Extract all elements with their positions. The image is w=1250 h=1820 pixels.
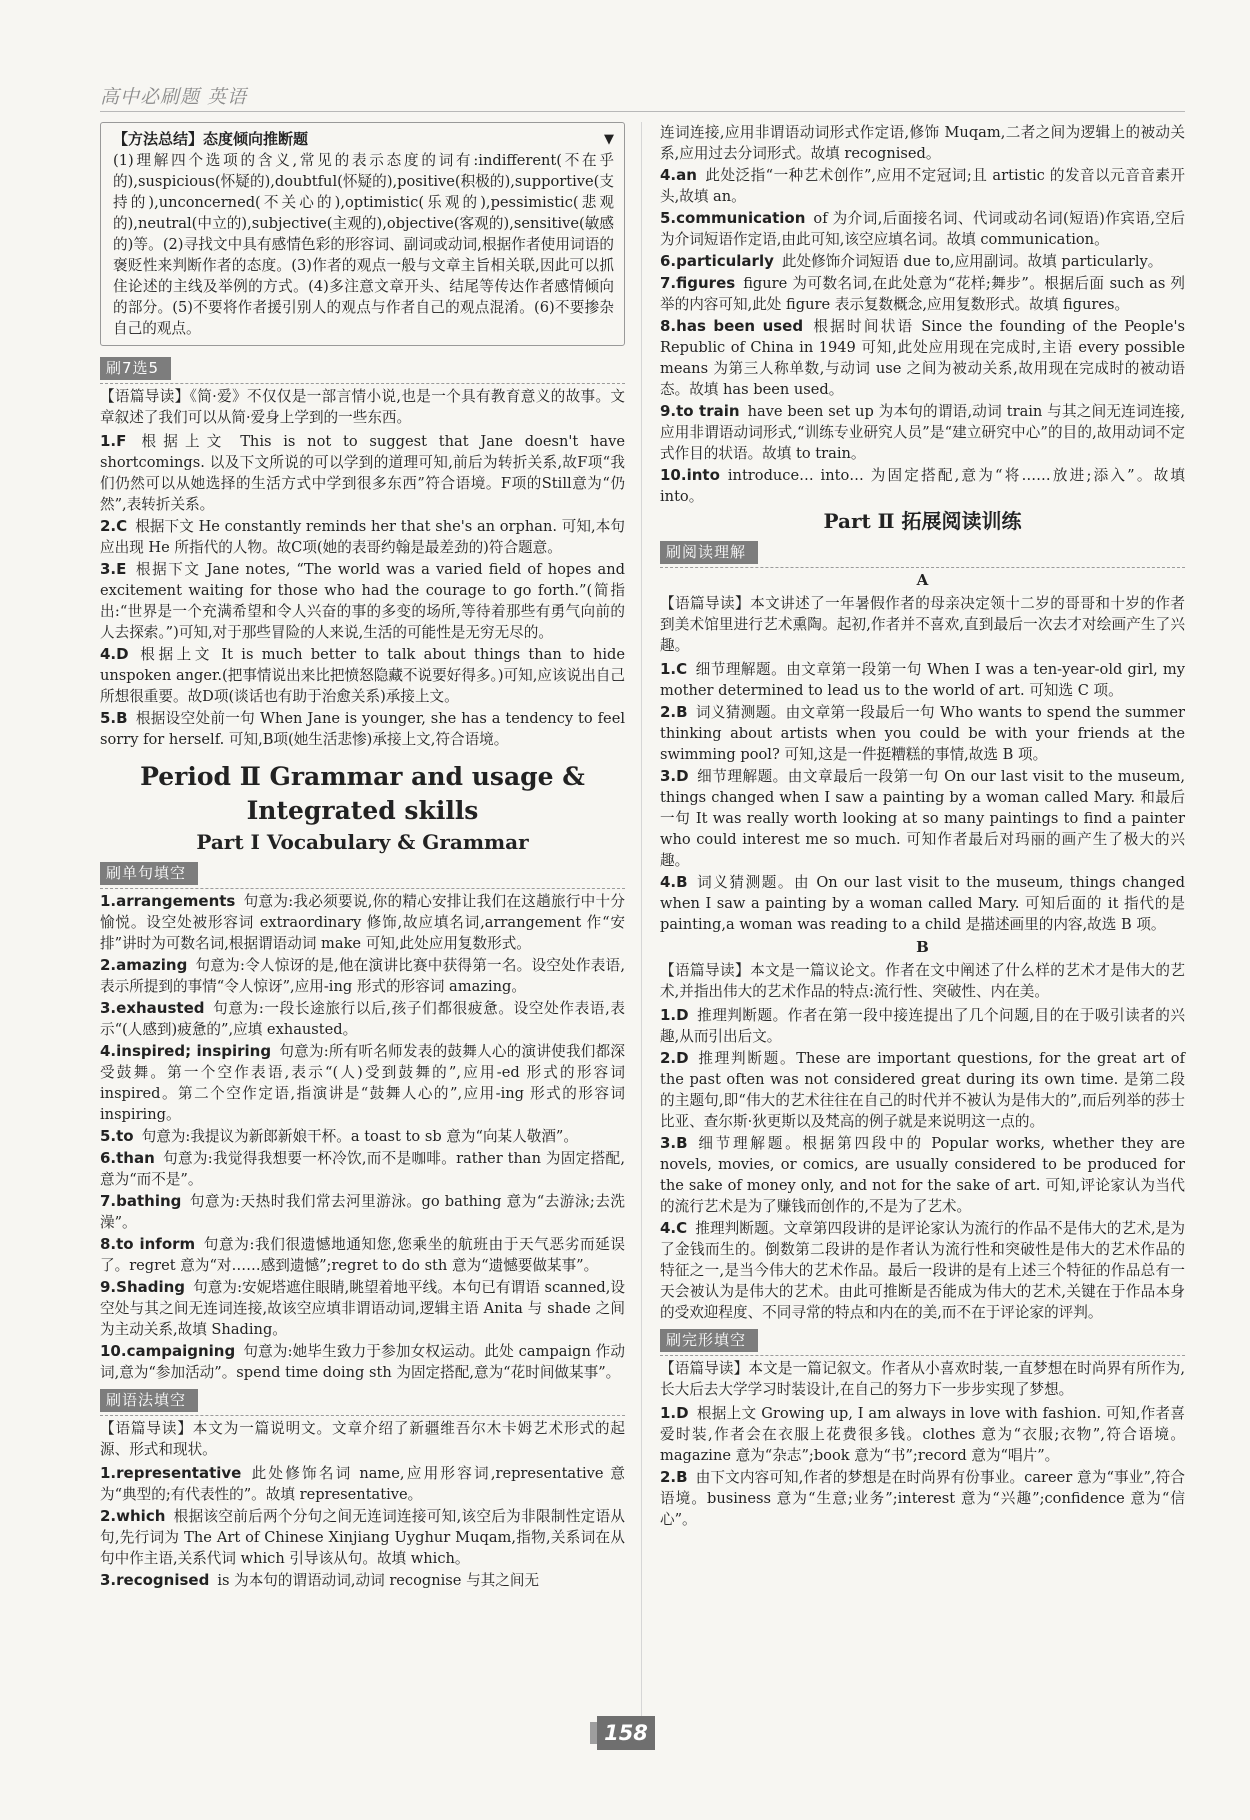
answer-item — [660, 1005, 1185, 1047]
answer-list-7-choose-5 — [100, 431, 625, 750]
page-number: 158 — [597, 1716, 655, 1750]
answer-explanation: 根据设空处前一句 When Jane is younger, she has a tendency to feel sorry for herself. 可知,B项(她生活悲惨)承接上文,符合语境。 — [100, 710, 625, 748]
answer-number: 9. — [660, 402, 677, 420]
answer-number: 3. — [100, 560, 117, 578]
answer-key: into — [686, 466, 720, 484]
passage-guide: 【语篇导读】本文为一篇说明文。文章介绍了新疆维吾尔木卡姆艺术形式的起源、形式和现状。 — [100, 1420, 625, 1458]
answer-key: F — [116, 432, 127, 450]
section-header-row — [660, 536, 1185, 568]
answer-explanation: 根据时间状语 Since the founding of the People's Republic of China in 1949 可知,此处应用现在完成时,主语 every possible means 为第三人称单数,与动词 use 之间为被动关系,故用现在完成时的被动语态。故填 has been used。 — [660, 318, 1185, 398]
answer-key: B — [676, 1134, 688, 1152]
answer-item — [100, 1341, 625, 1383]
answer-key: campaigning — [126, 1342, 236, 1360]
answer-explanation: 词义猜测题。由文章第一段最后一句 Who wants to spend the summer thinking about artists when you could be with your friends at the swimming pool? 可知,这是一件挺糟糕的事情,故选 B 项。 — [660, 704, 1185, 763]
answer-item — [660, 766, 1185, 871]
answer-number: 5. — [100, 1127, 117, 1145]
answer-number: 4. — [660, 166, 677, 184]
section-label-cloze: 刷完形填空 — [660, 1329, 758, 1352]
answer-explanation: 推理判断题。作者在第一段中接连提出了几个问题,目的在于吸引读者的兴趣,从而引出后文。 — [660, 1007, 1185, 1045]
triangle-down-icon: ▼ — [604, 132, 614, 147]
answer-item — [100, 1570, 625, 1591]
answer-item — [100, 559, 625, 643]
answer-item — [100, 708, 625, 750]
period-title-line2: Integrated skills — [246, 796, 479, 825]
answer-explanation: 细节理解题。根据第四段中的 Popular works, whether they are novels, movies, or comics, are usually considered to be produced for the sake of money only, and not for the sake of art. 可知,评论家认为当代的流行艺术是为了赚钱而创作的,不是为了艺术。 — [660, 1135, 1185, 1215]
answer-item — [100, 998, 625, 1040]
passage-guide: 【语篇导读】本文讲述了一年暑假作者的母亲决定领十二岁的哥哥和十岁的作者到美术馆里进行艺术熏陶。起初,作者并不喜欢,直到最后一次去才对绘画产生了兴趣。 — [660, 595, 1185, 654]
continued-text: 连词连接,应用非谓语动词形式作定语,修饰 Muqam,二者之间为逻辑上的被动关系,应用过去分词形式。故填 recognised。 — [660, 124, 1185, 162]
answer-list-reading-a — [660, 659, 1185, 935]
passage-guide: 【语篇导读】本文是一篇记叙文。作者从小喜欢时装,一直梦想在时尚界有所作为,长大后去大学学习时装设计,在自己的努力下一步步实现了梦想。 — [660, 1360, 1185, 1398]
answer-key: D — [676, 767, 689, 785]
answer-explanation: figure 为可数名词,在此处意为“花样;舞步”。根据后面 such as 列举的内容可知,此处 figure 表示复数概念,应用复数形式。故填 figures。 — [660, 275, 1185, 313]
answer-number: 9. — [100, 1278, 117, 1296]
answer-key: E — [116, 560, 127, 578]
answer-key: an — [676, 166, 697, 184]
answer-item — [100, 431, 625, 515]
answer-item — [100, 644, 625, 707]
answer-item — [660, 1218, 1185, 1323]
answer-key: C — [676, 660, 688, 678]
section-header-row — [100, 1384, 625, 1416]
answer-key: B — [676, 1468, 688, 1486]
answer-key: which — [116, 1507, 166, 1525]
answer-number: 1. — [660, 660, 677, 678]
answer-number: 5. — [660, 209, 677, 227]
column-divider — [641, 122, 642, 1742]
answer-number: 1. — [100, 432, 117, 450]
answer-explanation: 由下文内容可知,作者的梦想是在时尚界有份事业。career 意为“事业”,符合语境。business 意为“生意;业务”;interest 意为“兴趣”;confidence 意为“信心”。 — [660, 1469, 1185, 1528]
answer-number: 7. — [100, 1192, 117, 1210]
period-title — [100, 760, 625, 828]
answer-item — [660, 273, 1185, 315]
answer-item — [100, 1041, 625, 1125]
answer-explanation: of 为介词,后面接名词、代词或动名词(短语)作宾语,空后为介词短语作定语,由此可知,该空应填名词。故填 communication。 — [660, 210, 1185, 248]
answer-explanation: 根据上文 This is not to suggest that Jane doesn't have shortcomings. 以及下文所说的可以学到的道理可知,前后为转折关系,故F项“我们仍然可以从她选择的生活方式中学到很多东西”符合语境。F项的Still意为“仍然”,表转折关系。 — [100, 433, 625, 513]
answer-number: 7. — [660, 274, 677, 292]
answer-explanation: 词义猜测题。由 On our last visit to the museum, things changed when I saw a painting by a woman called Mary. 可知后面的 it 指代的是 painting,a woman was reading to a child 是描述画里的内容,故选 B 项。 — [660, 874, 1185, 933]
answer-explanation: 句意为:我必须要说,你的精心安排让我们在这趟旅行中十分愉悦。设空处被形容词 extraordinary 修饰,故应填名词,arrangement 作“安排”讲时为可数名词,根据谓语动词 make 可知,此处应用复数形式。 — [100, 893, 625, 952]
answer-number: 1. — [660, 1404, 677, 1422]
answer-key: has been used — [676, 317, 804, 335]
answer-number: 10. — [100, 1342, 127, 1360]
answer-explanation: 句意为:令人惊讶的是,他在演讲比赛中获得第一名。设空处作表语,表示所提到的事情“令人惊讶”,应用-ing 形式的形容词 amazing。 — [100, 957, 625, 995]
answer-number: 4. — [660, 873, 677, 891]
answer-key: representative — [116, 1464, 242, 1482]
answer-key: bathing — [116, 1192, 182, 1210]
answer-item — [100, 1506, 625, 1569]
answer-key: arrangements — [116, 892, 236, 910]
left-column — [100, 122, 625, 1592]
answer-number: 6. — [660, 252, 677, 270]
answer-number: 5. — [100, 709, 117, 727]
answer-number: 3. — [660, 1134, 677, 1152]
answer-item — [660, 702, 1185, 765]
section-label-reading: 刷阅读理解 — [660, 541, 758, 564]
answer-item — [660, 872, 1185, 935]
answer-number: 2. — [660, 1468, 677, 1486]
passage-label-a: A — [916, 571, 929, 589]
answer-key: D — [676, 1404, 689, 1422]
answer-key: to train — [676, 402, 740, 420]
answer-number: 3. — [660, 767, 677, 785]
answer-number: 3. — [100, 1571, 117, 1589]
answer-key: C — [676, 1219, 688, 1237]
answer-item — [100, 1277, 625, 1340]
page-header: 高中必刷题 英语 — [100, 86, 248, 108]
answer-item — [660, 465, 1185, 507]
answer-explanation: 此处泛指“一种艺术创作”,应用不定冠词;且 artistic 的发音以元音音素开头,故填 an。 — [660, 167, 1185, 205]
answer-explanation: 根据上文 Growing up, I am always in love with fashion. 可知,作者喜爱时装,作者会在衣服上花费很多钱。clothes 意为“衣服;衣物”,符合语境。magazine 意为“杂志”;book 意为“书”;record 意为“唱片”。 — [660, 1405, 1185, 1464]
answer-number: 1. — [100, 892, 117, 910]
answer-item — [660, 251, 1185, 272]
answer-explanation: 细节理解题。由文章最后一段第一句 On our last visit to the museum, things changed when I saw a painting by a woman called Mary. 和最后一句 It was really worth looking at so many paintings to find a painter who could interest me so much. 可知作者最后对玛丽的画产生了极大的兴趣。 — [660, 768, 1185, 869]
answer-explanation: 句意为:我觉得我想要一杯冷饮,而不是咖啡。rather than 为固定搭配,意为“而不是”。 — [100, 1150, 625, 1188]
section-label-grammar-fill: 刷语法填空 — [100, 1389, 198, 1412]
passage-label-b: B — [916, 938, 929, 956]
answer-item — [660, 165, 1185, 207]
answer-explanation: 句意为:我们很遗憾地通知您,您乘坐的航班由于天气恶劣而延误了。regret 意为“对……感到遗憾”;regret to do sth 意为“遗憾要做某事”。 — [100, 1236, 625, 1274]
answer-key: B — [676, 873, 688, 891]
answer-number: 2. — [100, 956, 117, 974]
answer-key: recognised — [116, 1571, 210, 1589]
answer-list-cloze — [660, 1403, 1185, 1530]
answer-item — [100, 516, 625, 558]
answer-explanation: 细节理解题。由文章第一段第一句 When I was a ten-year-old girl, my mother determined to lead us to the world of art. 可知选 C 项。 — [660, 661, 1185, 699]
answer-explanation: 句意为:安妮塔遮住眼睛,眺望着地平线。本句已有谓语 scanned,设空处与其之间无连词连接,故该空应填非谓语动词,逻辑主语 Anita 与 shade 之间为主动关系,故填 Shading。 — [100, 1279, 625, 1338]
answer-number: 2. — [100, 517, 117, 535]
answer-item — [100, 1126, 625, 1147]
answer-item — [100, 955, 625, 997]
answer-explanation: 句意为:一段长途旅行以后,孩子们都很疲惫。设空处作表语,表示“(人感到)疲惫的”,应填 exhausted。 — [100, 1000, 625, 1038]
answer-key: communication — [676, 209, 806, 227]
answer-key: D — [676, 1006, 689, 1024]
answer-item — [100, 891, 625, 954]
answer-key: amazing — [116, 956, 188, 974]
answer-key: to — [116, 1127, 134, 1145]
answer-explanation: 此处修饰介词短语 due to,应用副词。故填 particularly。 — [781, 253, 1163, 270]
period-title-line1: Period Ⅱ Grammar and usage & — [140, 762, 585, 791]
answer-item — [660, 316, 1185, 400]
section-label-sentence-fill: 刷单句填空 — [100, 862, 198, 885]
answer-number: 1. — [100, 1464, 117, 1482]
answer-number: 2. — [660, 703, 677, 721]
answer-key: particularly — [676, 252, 774, 270]
answer-key: Shading — [116, 1278, 186, 1296]
section-header-row — [100, 857, 625, 889]
answer-item — [100, 1463, 625, 1505]
answer-explanation: 句意为:天热时我们常去河里游泳。go bathing 意为“去游泳;去洗澡”。 — [100, 1193, 625, 1231]
answer-explanation: 根据下文 He constantly reminds her that she's an orphan. 可知,本句应出现 He 所指代的人物。故C项(她的表哥约翰是最差劲的)符合题意。 — [100, 518, 625, 556]
section-header-row — [100, 352, 625, 384]
answer-number: 4. — [100, 1042, 117, 1060]
answer-key: B — [676, 703, 688, 721]
answer-explanation: 句意为:她毕生致力于参加女权运动。此处 campaign 作动词,意为“参加活动”。spend time doing sth 为固定搭配,意为“花时间做某事”。 — [100, 1343, 625, 1381]
answer-key: D — [676, 1049, 689, 1067]
answer-item — [660, 1048, 1185, 1132]
method-summary-title: 【方法总结】态度倾向推断题 — [113, 130, 309, 148]
answer-key: to inform — [116, 1235, 196, 1253]
answer-item — [660, 1133, 1185, 1217]
part-title: Part Ⅱ 拓展阅读训练 — [823, 509, 1022, 533]
answer-item — [660, 208, 1185, 250]
answer-explanation: is 为本句的谓语动词,动词 recognise 与其之间无 — [217, 1572, 540, 1589]
right-column — [660, 122, 1185, 1531]
answer-explanation: 推理判断题。These are important questions, for the great art of the past often was not considered great during its own time. 是第二段的主题句,即“伟大的艺术往往在自己的时代并不被认为是伟大的”,而后列举的莎士比亚、查尔斯·狄更斯以及梵高的例子就是来说明这一点的。 — [660, 1050, 1185, 1130]
answer-item — [660, 1467, 1185, 1530]
answer-key: than — [116, 1149, 155, 1167]
answer-number: 4. — [100, 645, 117, 663]
method-summary-body: (1)理解四个选项的含义,常见的表示态度的词有:indifferent(不在乎的),suspicious(怀疑的),doubtful(怀疑的),positive(积极的),supportive(支持的),unconcerned(不关心的),optimistic(乐观的),pessimistic(悲观的),neutral(中立的),subjective(主观的),objective(客观的),sensitive(敏感的)等。(2)寻找文中具有感情色彩的形容词、副词或动词,根据作者使用词语的褒贬性来判断作者的态度。(3)作者的观点一般与文章主旨相关联,因此可以抓住论述的主线及举例的方式。(4)多注意文章开头、结尾等传达作者感情倾向的部分。(5)不要将作者援引别人的观点与作者自己的观点混淆。(6)不要掺杂自己的观点。 — [113, 152, 614, 337]
answer-list-grammar-fill-cont — [660, 165, 1185, 507]
answer-number: 8. — [660, 317, 677, 335]
answer-explanation: 句意为:我提议为新郎新娘干杯。a toast to sb 意为“向某人敬酒”。 — [141, 1128, 578, 1145]
answer-list-reading-b — [660, 1005, 1185, 1323]
answer-item — [660, 659, 1185, 701]
answer-key: exhausted — [116, 999, 205, 1017]
answer-explanation: 推理判断题。文章第四段讲的是评论家认为流行的作品不是伟大的艺术,是为了金钱而生的。倒数第二段讲的是作者认为流行性和突破性是伟大的艺术作品的特征之一,是当今伟大的艺术作品。最后一段讲的是有上述三个特征的作品总有一天会被认为是伟大的艺术。由此可推断是否能成为伟大的艺术,关键在于作品本身的受欢迎程度、不同寻常的特点和内在的美,而不在于评论家的评判。 — [660, 1220, 1185, 1321]
answer-explanation: 此处修饰名词 name,应用形容词,representative 意为“典型的;有代表性的”。故填 representative。 — [100, 1465, 625, 1503]
answer-list-grammar-fill — [100, 1463, 625, 1591]
answer-explanation: introduce… into… 为固定搭配,意为“将……放进;添入”。故填 into。 — [660, 467, 1185, 505]
answer-key: C — [116, 517, 128, 535]
answer-number: 6. — [100, 1149, 117, 1167]
answer-number: 8. — [100, 1235, 117, 1253]
answer-number: 3. — [100, 999, 117, 1017]
answer-number: 10. — [660, 466, 687, 484]
part-title: Part Ⅰ Vocabulary & Grammar — [196, 830, 529, 854]
section-header-row — [660, 1324, 1185, 1356]
answer-item — [100, 1191, 625, 1233]
answer-number: 2. — [660, 1049, 677, 1067]
method-summary-box — [100, 122, 625, 346]
answer-number: 1. — [660, 1006, 677, 1024]
answer-item — [660, 401, 1185, 464]
answer-item — [660, 1403, 1185, 1466]
method-summary-title-row — [113, 129, 614, 150]
answer-explanation: 句意为:所有听名师发表的鼓舞人心的演讲使我们都深受鼓舞。第一个空作表语,表示“(人)受到鼓舞的”,应用-ed 形式的形容词 inspired。第二个空作定语,指演讲是“鼓舞人心的”,应用-ing 形式的形容词 inspiring。 — [100, 1043, 625, 1123]
answer-key: B — [116, 709, 128, 727]
answer-number: 2. — [100, 1507, 117, 1525]
answer-list-sentence-fill — [100, 891, 625, 1383]
answer-item — [100, 1148, 625, 1190]
passage-guide: 【语篇导读】《简·爱》不仅仅是一部言情小说,也是一个具有教育意义的故事。文章叙述了我们可以从简·爱身上学到的一些东西。 — [100, 388, 625, 426]
answer-key: inspired; inspiring — [116, 1042, 272, 1060]
answer-explanation: 根据上文 It is much better to talk about things than to hide unspoken anger.(把事情说出来比把愤怒隐藏不说要好得多。)可知,应该说出自己所想很重要。故D项(谈话也有助于治愈关系)承接上文。 — [100, 646, 625, 705]
answer-explanation: have been set up 为本句的谓语,动词 train 与其之间无连词连接,应用非谓语动词形式,“训练专业研究人员”是“建立研究中心”的目的,故用动词不定式作目的状语。故填 to train。 — [660, 403, 1185, 462]
answer-explanation: 根据下文 Jane notes, “The world was a varied field of hopes and excitement waiting for those who had the courage to go forth.”(简指出:“世界是一个充满希望和令人兴奋的事的多变的场所,等待着那些有勇气向前的人去探索。”)可知,对于那些冒险的人来说,生活的可能性是无穷无尽的。 — [100, 561, 625, 641]
answer-explanation: 根据该空前后两个分句之间无连词连接可知,该空后为非限制性定语从句,先行词为 The Art of Chinese Xinjiang Uyghur Muqam,指物,关系词在从句中作主语,关系代词 which 引导该从句。故填 which。 — [100, 1508, 625, 1567]
header-rule — [100, 111, 1185, 112]
section-label-7-choose-5: 刷7选5 — [100, 357, 171, 380]
answer-number: 4. — [660, 1219, 677, 1237]
answer-item — [100, 1234, 625, 1276]
passage-guide: 【语篇导读】本文是一篇议论文。作者在文中阐述了什么样的艺术才是伟大的艺术,并指出伟大的艺术作品的特点:流行性、突破性、内在美。 — [660, 962, 1185, 1000]
answer-key: figures — [676, 274, 736, 292]
answer-key: D — [116, 645, 129, 663]
